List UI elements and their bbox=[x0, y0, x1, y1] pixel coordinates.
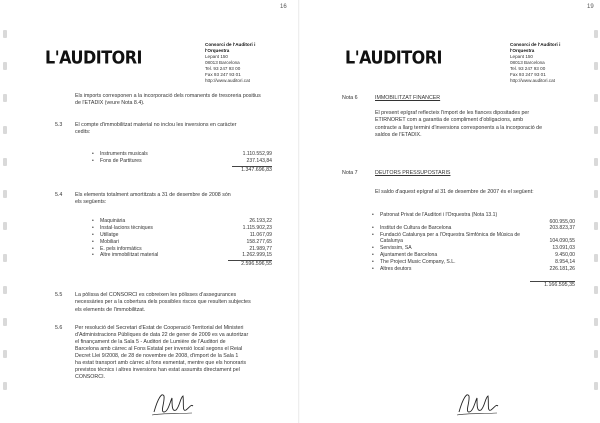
text-line: ETIRNORET com a garantia de compliment d'obligacions, amb bbox=[375, 117, 524, 124]
list-item: • Instruments musicals 1.110.552,99 bbox=[100, 151, 272, 158]
list-item: • Institut de Cultura de Barcelona 203.823,37 bbox=[380, 225, 575, 232]
auditori-logo: L'AUDITORI bbox=[345, 47, 442, 68]
address-line: Tel. 93 247 93 00 bbox=[510, 66, 546, 71]
address-line: 08013 Barcelona bbox=[205, 60, 240, 65]
section-number: 5.5 bbox=[55, 292, 63, 298]
list-item: • Altres deutors 226.181,26 bbox=[380, 266, 575, 273]
section-5-6-text bbox=[75, 325, 280, 381]
text-line: La pòlissa del CONSORCI es cobreixen les pòlisses d'assegurances bbox=[75, 292, 237, 298]
header-org: Consorci de l'Auditori i l'Orquestra bbox=[510, 42, 561, 53]
page-number: 19 bbox=[587, 4, 594, 10]
text-line: previstos tècnics i altres inversions han estat assumits directament pel bbox=[75, 367, 240, 373]
text-line: cedits: bbox=[75, 129, 91, 136]
section-5-4-total: 2.596.596,55 bbox=[241, 261, 272, 267]
intro-paragraph bbox=[75, 93, 275, 108]
address-line: Tel. 93 247 93 00 bbox=[205, 66, 241, 71]
list-item: • Utillatge 11.067,09 bbox=[100, 232, 272, 239]
signature bbox=[455, 388, 500, 418]
note-7-title: DEUTORS PRESSUPOSTARIS bbox=[375, 170, 451, 176]
text-line: El present epígraf reflecteix l'import de les fiances dipositades per bbox=[375, 110, 530, 116]
text-line: Decret Llei 9/2008, de 28 de novembre de 2008, d'import de la Sala 1 bbox=[75, 353, 239, 359]
address-line: 08013 Barcelona bbox=[510, 60, 545, 65]
section-number: 5.6 bbox=[55, 325, 63, 331]
text-line: els elements de l'immobilitzat. bbox=[75, 306, 146, 313]
section-5-4-list bbox=[100, 218, 272, 259]
list-item: • Ajuntament de Barcelona 9.450,00 bbox=[380, 252, 575, 259]
list-item: • Maquinària 26.193,22 bbox=[100, 218, 272, 225]
text-line: de l'ETADIX (veure Nota 8.4). bbox=[75, 100, 145, 107]
text-line: els següents: bbox=[75, 199, 107, 206]
section-5-5-text bbox=[75, 292, 280, 314]
page-number: 16 bbox=[280, 4, 287, 10]
section-5-4-text bbox=[75, 192, 280, 207]
address-line: Fax 93 247 93 01 bbox=[510, 72, 546, 77]
section-number: 5.3 bbox=[55, 122, 63, 128]
address-line: http://www.auditori.cat bbox=[510, 78, 555, 83]
list-item: • Servissim, SA 13.091,03 bbox=[380, 245, 575, 252]
right-page bbox=[300, 0, 600, 423]
list-item: • Altre immobilitzat material 1.262.999,15 bbox=[100, 252, 272, 259]
text-line: saldos de l'ETADIX. bbox=[375, 132, 422, 139]
header-address bbox=[510, 42, 570, 84]
signature bbox=[150, 388, 195, 418]
address-line: Fax 93 247 93 01 bbox=[205, 72, 241, 77]
text-line: El compte d'immobilitzat material no inclou les inversions en caràcter bbox=[75, 122, 237, 128]
note-7-total: 1.166.595,35 bbox=[544, 282, 575, 288]
text-line: Per resolució del Secretari d'Estat de Cooperació Territorial del Ministeri bbox=[75, 325, 244, 331]
text-line: contracte a llarg termini d'inversions corresponents a la incorporació de bbox=[375, 124, 543, 131]
binder-holes-right bbox=[593, 0, 599, 423]
section-5-3-text bbox=[75, 122, 280, 137]
list-item: • E. pels informàtics 21.989,77 bbox=[100, 246, 272, 253]
header-org: Consorci de l'Auditori i l'Orquestra bbox=[205, 42, 256, 53]
note-6-text bbox=[375, 110, 585, 140]
list-item: • Patronat Privat de l'Auditori i l'Orquestra (Nota 13.1) 600.955,00 bbox=[380, 212, 575, 225]
section-5-3-list bbox=[100, 151, 272, 165]
list-item: • Fons de Partitures 237.143,84 bbox=[100, 158, 272, 165]
address-line: Lepant 150 bbox=[510, 54, 533, 59]
note-7-list bbox=[380, 212, 575, 272]
text-line: Els imports corresponen a la incorporació dels romanents de tresoreria positius bbox=[75, 93, 261, 99]
header-address bbox=[205, 42, 265, 84]
text-line: CONSORCI. bbox=[75, 374, 106, 380]
text-line: necessàries per a la cobertura dels possibles riscos que resulten subjectes bbox=[75, 299, 251, 306]
auditori-logo: L'AUDITORI bbox=[45, 47, 142, 68]
note-7-intro: El saldo d'aquest epígraf al 31 de desembre de 2007 és el següent: bbox=[375, 189, 534, 195]
text-line: ha estat transport amb càrrec al fons esmentat, mentre que els honoraris bbox=[75, 360, 247, 366]
list-item: • Mobiliari 158.277,65 bbox=[100, 239, 272, 246]
address-line: Lepant 150 bbox=[205, 54, 228, 59]
text-line: Barcelona amb càrrec al Fons Estatal per inversió local segons el Reial bbox=[75, 346, 243, 352]
note-6-title: IMMOBILITZAT FINANCER bbox=[375, 95, 441, 101]
list-item: • Instal·lacions tècniques 1.115.902,23 bbox=[100, 225, 272, 232]
binder-holes-left bbox=[2, 0, 8, 423]
list-item: • The Project Music Company, S.L. 8.954,14 bbox=[380, 259, 575, 266]
note-label: Nota 7 bbox=[342, 170, 358, 176]
address-line: http://www.auditori.cat bbox=[205, 78, 250, 83]
text-line: el finançament de la Sala 5 - Auditori de Lumière de l'Auditori de bbox=[75, 339, 226, 345]
text-line: d'Administracions Públiques de data 22 de gener de 2009 es va autoritzar bbox=[75, 332, 249, 338]
section-5-3-total: 1.347.696,83 bbox=[241, 167, 272, 173]
text-line: Els elements totalment amortitzats a 31 de desembre de 2008 són bbox=[75, 192, 231, 198]
section-number: 5.4 bbox=[55, 192, 63, 198]
note-label: Nota 6 bbox=[342, 95, 358, 101]
list-item: • Fundació Catalunya per a l'Orquestra Simfònica de Música de Catalunya 104.090,55 bbox=[380, 232, 575, 245]
